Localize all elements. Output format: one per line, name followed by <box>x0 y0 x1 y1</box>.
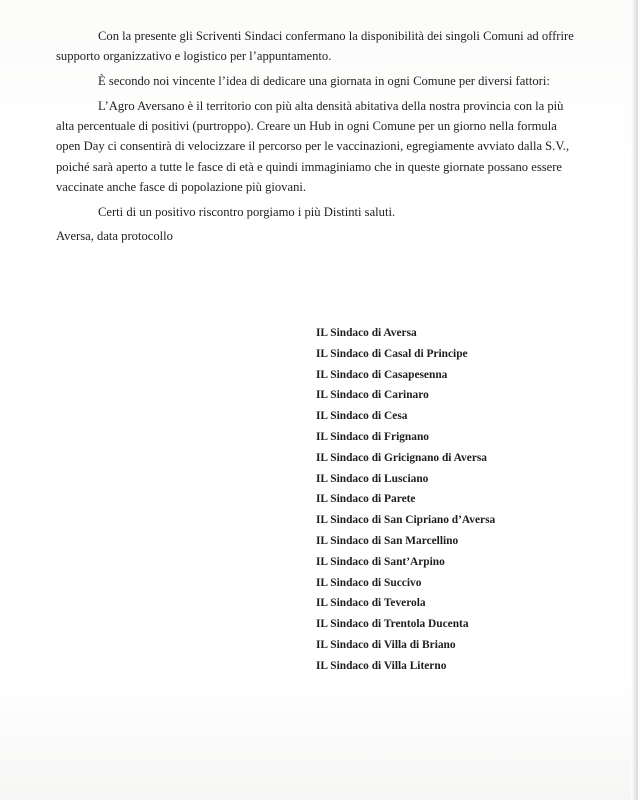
signatory: IL Sindaco di Succivo <box>316 576 422 589</box>
paragraph-agro-aversano <box>56 96 596 198</box>
paragraph-line: poiché sarà aperto a tutte le fasce di età e quindi immaginiamo che in queste giornate possano essere <box>56 159 563 174</box>
paragraph-line: supporto organizzativo e logistico per l’appuntamento. <box>56 49 332 64</box>
signatory: IL Sindaco di Aversa <box>316 327 417 339</box>
signatory: IL Sindaco di San Marcellino <box>316 534 459 547</box>
signatory: IL Sindaco di Casapesenna <box>316 368 448 381</box>
signatory: IL Sindaco di Gricignano di Aversa <box>316 451 487 464</box>
signatory: IL Sindaco di Trentola Ducenta <box>316 618 469 631</box>
signatory: IL Sindaco di Villa Literno <box>316 659 447 672</box>
paragraph-line: vaccinate anche fasce di popolazione più giovani. <box>56 180 307 195</box>
paragraph-line: open Day ci consentirà di velocizzare il percorso per le vaccinazioni, egregiamente avviato dalla S.V., <box>56 139 570 154</box>
signatory: IL Sindaco di Carinaro <box>316 389 429 402</box>
paragraph-closing <box>56 202 596 222</box>
page-edge-shadow <box>631 0 638 800</box>
paragraph-idea <box>56 71 596 91</box>
letter-body <box>56 26 596 251</box>
paragraph-line: L’Agro Aversano è il territorio con più alta densità abitativa della nostra provincia con la più <box>98 98 564 113</box>
place-date: Aversa, data protocollo <box>56 229 173 244</box>
paragraph-availability <box>56 26 596 67</box>
signatory: IL Sindaco di Teverola <box>316 597 426 610</box>
paragraph-line: alta percentuale di positivi (purtroppo). Creare un Hub in ogni Comune per un giorno nella formula <box>56 119 557 133</box>
signatory: IL Sindaco di Villa di Briano <box>316 638 456 651</box>
signatory: IL Sindaco di Cesa <box>316 410 408 423</box>
signatories-list <box>316 323 495 677</box>
paragraph-line: Certi di un positivo riscontro porgiamo i più Distinti saluti. <box>98 204 396 219</box>
signatory: IL Sindaco di Parete <box>316 493 416 506</box>
paragraph-line: È secondo noi vincente l’idea di dedicare una giornata in ogni Comune per diversi fattori: <box>98 74 550 88</box>
signatory: IL Sindaco di Frignano <box>316 430 429 443</box>
signatory: IL Sindaco di Sant’Arpino <box>316 555 445 568</box>
paragraph-line: Con la presente gli Scriventi Sindaci confermano la disponibilità dei singoli Comuni ad offrire <box>98 29 574 43</box>
signatory: IL Sindaco di Lusciano <box>316 472 429 485</box>
signatory: IL Sindaco di Casal di Principe <box>316 347 468 360</box>
signatory: IL Sindaco di San Cipriano d’Aversa <box>316 514 496 527</box>
